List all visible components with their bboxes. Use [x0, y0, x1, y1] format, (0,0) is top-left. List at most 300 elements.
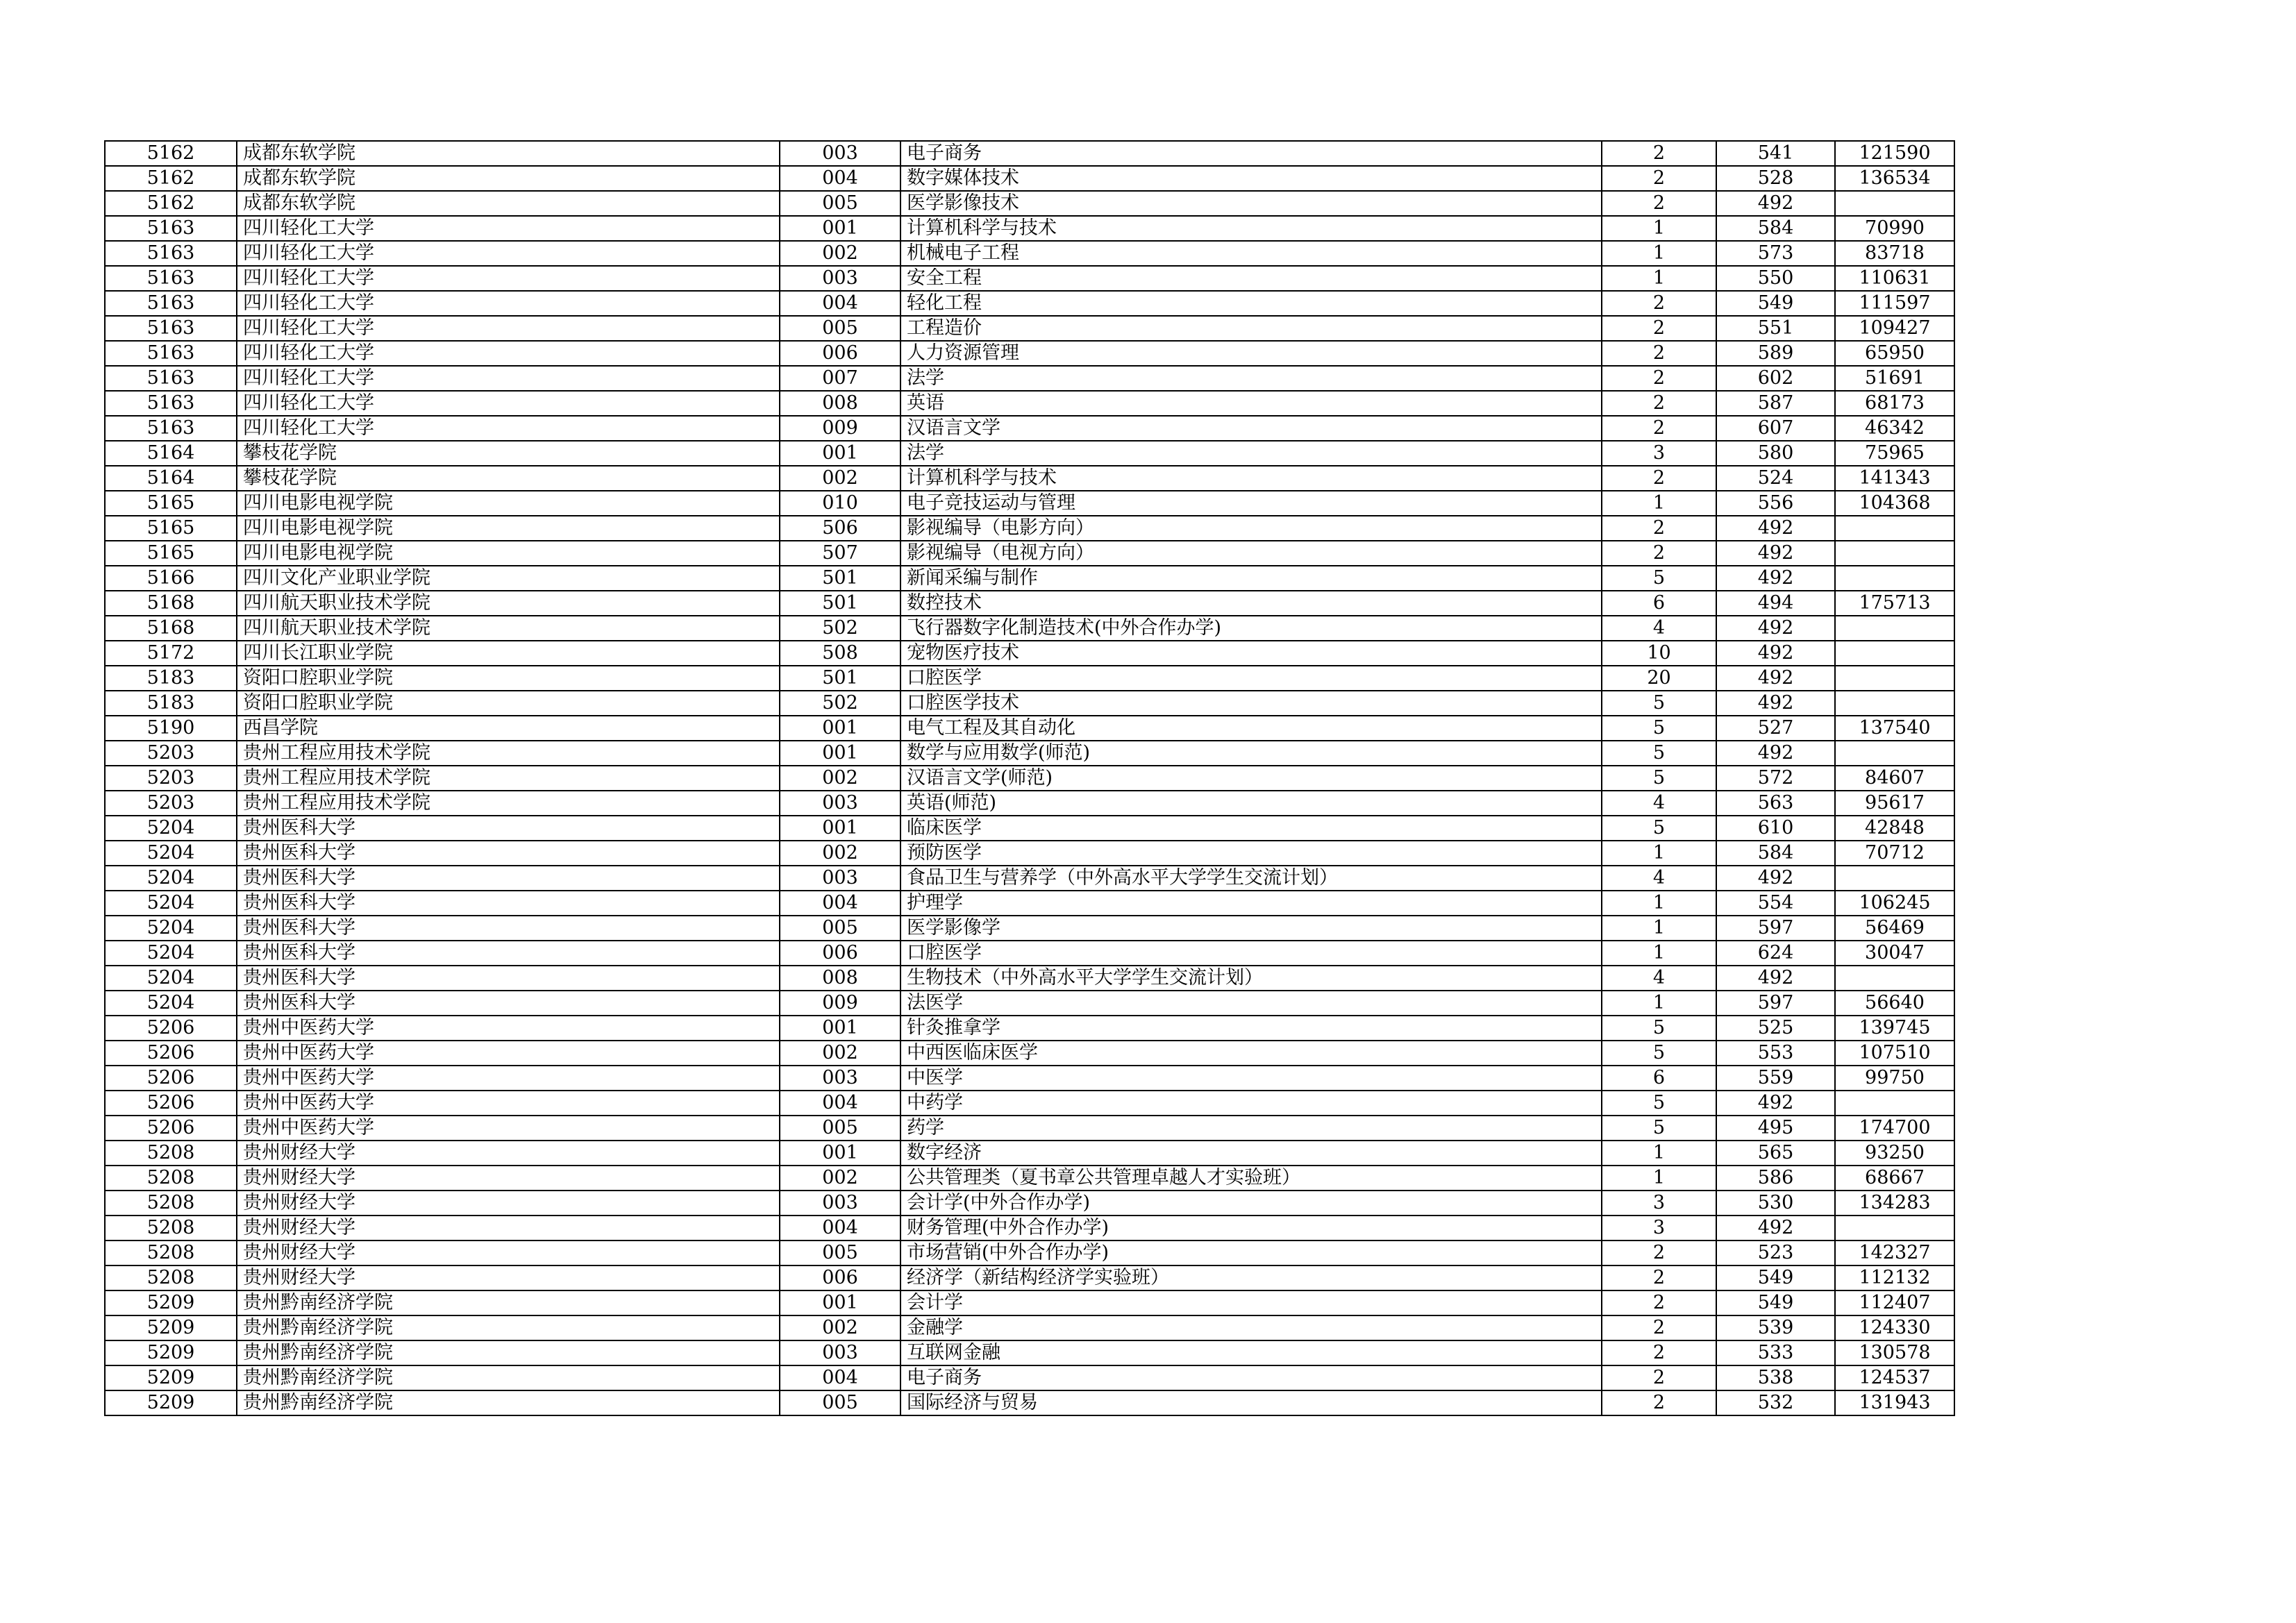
table-row — [105, 1116, 1954, 1141]
min-rank-cell — [1835, 1091, 1954, 1116]
major-name-cell: 公共管理类（夏书章公共管理卓越人才实验班） — [900, 1166, 1602, 1191]
table-row — [105, 891, 1954, 916]
major-code-cell: 009 — [780, 991, 900, 1016]
table-row — [105, 691, 1954, 716]
school-name-cell: 贵州中医药大学 — [237, 1016, 780, 1041]
plan-count-cell: 2 — [1602, 1365, 1716, 1390]
school-code-cell: 5163 — [105, 291, 237, 316]
school-code-cell: 5208 — [105, 1216, 237, 1241]
major-code-cell: 005 — [780, 1116, 900, 1141]
plan-count-cell: 2 — [1602, 316, 1716, 341]
major-code-cell: 004 — [780, 1091, 900, 1116]
major-code-cell: 004 — [780, 166, 900, 191]
school-name-cell: 贵州工程应用技术学院 — [237, 741, 780, 766]
table-row — [105, 566, 1954, 591]
table-row — [105, 741, 1954, 766]
school-name-cell: 四川轻化工大学 — [237, 316, 780, 341]
min-score-cell: 494 — [1716, 591, 1835, 616]
major-code-cell: 003 — [780, 1340, 900, 1365]
school-code-cell: 5163 — [105, 341, 237, 366]
min-rank-cell: 46342 — [1835, 416, 1954, 441]
min-score-cell: 572 — [1716, 766, 1835, 791]
min-score-cell: 492 — [1716, 691, 1835, 716]
table-row — [105, 841, 1954, 866]
school-code-cell: 5204 — [105, 841, 237, 866]
table-row — [105, 791, 1954, 816]
major-name-cell: 安全工程 — [900, 266, 1602, 291]
plan-count-cell: 4 — [1602, 866, 1716, 891]
major-code-cell: 002 — [780, 1166, 900, 1191]
school-code-cell: 5209 — [105, 1340, 237, 1365]
major-name-cell: 新闻采编与制作 — [900, 566, 1602, 591]
major-code-cell: 002 — [780, 241, 900, 266]
major-code-cell: 004 — [780, 891, 900, 916]
school-name-cell: 贵州医科大学 — [237, 916, 780, 941]
major-code-cell: 502 — [780, 616, 900, 641]
min-rank-cell: 75965 — [1835, 441, 1954, 466]
school-name-cell: 成都东软学院 — [237, 141, 780, 166]
school-name-cell: 资阳口腔职业学院 — [237, 666, 780, 691]
min-rank-cell — [1835, 616, 1954, 641]
major-code-cell: 002 — [780, 466, 900, 491]
school-name-cell: 贵州医科大学 — [237, 816, 780, 841]
min-score-cell: 492 — [1716, 566, 1835, 591]
major-name-cell: 影视编导（电影方向） — [900, 516, 1602, 541]
school-code-cell: 5208 — [105, 1166, 237, 1191]
school-name-cell: 资阳口腔职业学院 — [237, 691, 780, 716]
school-code-cell: 5206 — [105, 1066, 237, 1091]
min-rank-cell: 142327 — [1835, 1241, 1954, 1265]
table-row — [105, 1191, 1954, 1216]
min-rank-cell: 68173 — [1835, 391, 1954, 416]
school-name-cell: 贵州黔南经济学院 — [237, 1365, 780, 1390]
min-score-cell: 523 — [1716, 1241, 1835, 1265]
major-code-cell: 003 — [780, 1191, 900, 1216]
school-code-cell: 5204 — [105, 866, 237, 891]
school-code-cell: 5168 — [105, 616, 237, 641]
plan-count-cell: 1 — [1602, 1141, 1716, 1166]
table-row — [105, 1241, 1954, 1265]
plan-count-cell: 4 — [1602, 616, 1716, 641]
school-code-cell: 5208 — [105, 1141, 237, 1166]
min-rank-cell: 56640 — [1835, 991, 1954, 1016]
plan-count-cell: 2 — [1602, 291, 1716, 316]
min-score-cell: 538 — [1716, 1365, 1835, 1390]
min-score-cell: 554 — [1716, 891, 1835, 916]
min-rank-cell: 30047 — [1835, 941, 1954, 966]
min-rank-cell: 141343 — [1835, 466, 1954, 491]
min-rank-cell: 136534 — [1835, 166, 1954, 191]
school-name-cell: 四川长江职业学院 — [237, 641, 780, 666]
min-rank-cell: 107510 — [1835, 1041, 1954, 1066]
min-score-cell: 492 — [1716, 516, 1835, 541]
major-name-cell: 财务管理(中外合作办学) — [900, 1216, 1602, 1241]
table-row — [105, 1041, 1954, 1066]
major-code-cell: 002 — [780, 1041, 900, 1066]
table-row — [105, 166, 1954, 191]
min-rank-cell — [1835, 541, 1954, 566]
major-name-cell: 国际经济与贸易 — [900, 1390, 1602, 1415]
school-name-cell: 四川轻化工大学 — [237, 366, 780, 391]
table-row — [105, 666, 1954, 691]
school-name-cell: 成都东软学院 — [237, 166, 780, 191]
major-name-cell: 法学 — [900, 441, 1602, 466]
school-name-cell: 贵州财经大学 — [237, 1216, 780, 1241]
min-score-cell: 553 — [1716, 1041, 1835, 1066]
school-name-cell: 贵州黔南经济学院 — [237, 1290, 780, 1315]
school-code-cell: 5162 — [105, 166, 237, 191]
table-row — [105, 366, 1954, 391]
school-code-cell: 5203 — [105, 766, 237, 791]
table-row — [105, 1265, 1954, 1290]
school-name-cell: 四川轻化工大学 — [237, 341, 780, 366]
major-code-cell: 502 — [780, 691, 900, 716]
plan-count-cell: 5 — [1602, 741, 1716, 766]
plan-count-cell: 2 — [1602, 1241, 1716, 1265]
min-score-cell: 525 — [1716, 1016, 1835, 1041]
min-score-cell: 530 — [1716, 1191, 1835, 1216]
table-row — [105, 1166, 1954, 1191]
major-name-cell: 金融学 — [900, 1315, 1602, 1340]
plan-count-cell: 5 — [1602, 816, 1716, 841]
min-score-cell: 527 — [1716, 716, 1835, 741]
school-name-cell: 贵州医科大学 — [237, 966, 780, 991]
min-rank-cell: 174700 — [1835, 1116, 1954, 1141]
school-code-cell: 5163 — [105, 266, 237, 291]
min-score-cell: 559 — [1716, 1066, 1835, 1091]
table-row — [105, 1141, 1954, 1166]
plan-count-cell: 3 — [1602, 441, 1716, 466]
min-score-cell: 573 — [1716, 241, 1835, 266]
major-code-cell: 005 — [780, 916, 900, 941]
plan-count-cell: 5 — [1602, 1016, 1716, 1041]
min-score-cell: 492 — [1716, 191, 1835, 216]
min-rank-cell: 104368 — [1835, 491, 1954, 516]
school-code-cell: 5165 — [105, 541, 237, 566]
school-code-cell: 5208 — [105, 1191, 237, 1216]
major-code-cell: 005 — [780, 1390, 900, 1415]
min-rank-cell — [1835, 1216, 1954, 1241]
school-name-cell: 四川电影电视学院 — [237, 491, 780, 516]
min-score-cell: 492 — [1716, 641, 1835, 666]
min-rank-cell — [1835, 691, 1954, 716]
major-name-cell: 汉语言文学(师范) — [900, 766, 1602, 791]
plan-count-cell: 1 — [1602, 491, 1716, 516]
school-code-cell: 5162 — [105, 141, 237, 166]
table-row — [105, 916, 1954, 941]
major-code-cell: 501 — [780, 566, 900, 591]
major-name-cell: 汉语言文学 — [900, 416, 1602, 441]
min-rank-cell: 121590 — [1835, 141, 1954, 166]
school-code-cell: 5204 — [105, 916, 237, 941]
min-score-cell: 541 — [1716, 141, 1835, 166]
major-code-cell: 009 — [780, 416, 900, 441]
plan-count-cell: 2 — [1602, 141, 1716, 166]
table-row — [105, 141, 1954, 166]
school-code-cell: 5204 — [105, 941, 237, 966]
min-rank-cell: 84607 — [1835, 766, 1954, 791]
major-code-cell: 001 — [780, 216, 900, 241]
min-score-cell: 539 — [1716, 1315, 1835, 1340]
plan-count-cell: 2 — [1602, 1390, 1716, 1415]
min-score-cell: 492 — [1716, 1216, 1835, 1241]
major-name-cell: 口腔医学技术 — [900, 691, 1602, 716]
major-code-cell: 003 — [780, 791, 900, 816]
school-name-cell: 四川电影电视学院 — [237, 516, 780, 541]
min-rank-cell — [1835, 966, 1954, 991]
table-row — [105, 591, 1954, 616]
min-score-cell: 549 — [1716, 1290, 1835, 1315]
major-code-cell: 003 — [780, 1066, 900, 1091]
major-name-cell: 生物技术（中外高水平大学学生交流计划） — [900, 966, 1602, 991]
major-name-cell: 电子商务 — [900, 1365, 1602, 1390]
major-name-cell: 飞行器数字化制造技术(中外合作办学) — [900, 616, 1602, 641]
min-score-cell: 597 — [1716, 991, 1835, 1016]
school-name-cell: 四川轻化工大学 — [237, 241, 780, 266]
major-code-cell: 010 — [780, 491, 900, 516]
school-name-cell: 四川轻化工大学 — [237, 266, 780, 291]
major-name-cell: 互联网金融 — [900, 1340, 1602, 1365]
school-code-cell: 5204 — [105, 891, 237, 916]
min-rank-cell: 68667 — [1835, 1166, 1954, 1191]
school-code-cell: 5164 — [105, 466, 237, 491]
min-score-cell: 602 — [1716, 366, 1835, 391]
school-name-cell: 贵州中医药大学 — [237, 1091, 780, 1116]
school-name-cell: 四川轻化工大学 — [237, 291, 780, 316]
major-name-cell: 数学与应用数学(师范) — [900, 741, 1602, 766]
school-code-cell: 5206 — [105, 1041, 237, 1066]
table-row — [105, 1216, 1954, 1241]
major-name-cell: 会计学 — [900, 1290, 1602, 1315]
min-score-cell: 492 — [1716, 1091, 1835, 1116]
min-score-cell: 492 — [1716, 541, 1835, 566]
plan-count-cell: 1 — [1602, 941, 1716, 966]
plan-count-cell: 6 — [1602, 1066, 1716, 1091]
school-code-cell: 5163 — [105, 241, 237, 266]
min-score-cell: 528 — [1716, 166, 1835, 191]
min-score-cell: 607 — [1716, 416, 1835, 441]
min-rank-cell: 111597 — [1835, 291, 1954, 316]
major-code-cell: 003 — [780, 866, 900, 891]
min-rank-cell: 112132 — [1835, 1265, 1954, 1290]
major-code-cell: 005 — [780, 1241, 900, 1265]
min-rank-cell — [1835, 666, 1954, 691]
table-row — [105, 441, 1954, 466]
table-row — [105, 966, 1954, 991]
school-code-cell: 5204 — [105, 991, 237, 1016]
major-name-cell: 数字媒体技术 — [900, 166, 1602, 191]
plan-count-cell: 2 — [1602, 366, 1716, 391]
table-row — [105, 391, 1954, 416]
plan-count-cell: 2 — [1602, 341, 1716, 366]
min-score-cell: 563 — [1716, 791, 1835, 816]
table-row — [105, 191, 1954, 216]
plan-count-cell: 5 — [1602, 1116, 1716, 1141]
plan-count-cell: 10 — [1602, 641, 1716, 666]
table-row — [105, 241, 1954, 266]
min-rank-cell: 70990 — [1835, 216, 1954, 241]
major-code-cell: 002 — [780, 766, 900, 791]
major-code-cell: 003 — [780, 141, 900, 166]
min-score-cell: 492 — [1716, 966, 1835, 991]
school-name-cell: 西昌学院 — [237, 716, 780, 741]
min-rank-cell: 95617 — [1835, 791, 1954, 816]
min-rank-cell: 106245 — [1835, 891, 1954, 916]
major-code-cell: 003 — [780, 266, 900, 291]
major-code-cell: 004 — [780, 1365, 900, 1390]
major-name-cell: 食品卫生与营养学（中外高水平大学学生交流计划） — [900, 866, 1602, 891]
major-code-cell: 001 — [780, 716, 900, 741]
major-code-cell: 004 — [780, 1216, 900, 1241]
school-code-cell: 5163 — [105, 216, 237, 241]
major-code-cell: 001 — [780, 816, 900, 841]
plan-count-cell: 1 — [1602, 891, 1716, 916]
major-name-cell: 预防医学 — [900, 841, 1602, 866]
major-code-cell: 001 — [780, 1141, 900, 1166]
min-score-cell: 584 — [1716, 216, 1835, 241]
major-name-cell: 中医学 — [900, 1066, 1602, 1091]
plan-count-cell: 4 — [1602, 791, 1716, 816]
school-name-cell: 贵州财经大学 — [237, 1141, 780, 1166]
major-name-cell: 中药学 — [900, 1091, 1602, 1116]
major-name-cell: 电气工程及其自动化 — [900, 716, 1602, 741]
min-rank-cell — [1835, 566, 1954, 591]
school-code-cell: 5206 — [105, 1116, 237, 1141]
major-code-cell: 506 — [780, 516, 900, 541]
table-row — [105, 1091, 1954, 1116]
plan-count-cell: 1 — [1602, 216, 1716, 241]
min-score-cell: 551 — [1716, 316, 1835, 341]
school-name-cell: 贵州工程应用技术学院 — [237, 766, 780, 791]
table-row — [105, 216, 1954, 241]
school-name-cell: 贵州黔南经济学院 — [237, 1315, 780, 1340]
major-code-cell: 007 — [780, 366, 900, 391]
table-row — [105, 266, 1954, 291]
min-score-cell: 610 — [1716, 816, 1835, 841]
major-code-cell: 006 — [780, 941, 900, 966]
table-row — [105, 866, 1954, 891]
min-rank-cell: 109427 — [1835, 316, 1954, 341]
plan-count-cell: 1 — [1602, 991, 1716, 1016]
school-name-cell: 四川轻化工大学 — [237, 416, 780, 441]
min-rank-cell: 70712 — [1835, 841, 1954, 866]
major-name-cell: 英语 — [900, 391, 1602, 416]
min-rank-cell: 65950 — [1835, 341, 1954, 366]
plan-count-cell: 2 — [1602, 391, 1716, 416]
school-name-cell: 贵州医科大学 — [237, 941, 780, 966]
major-code-cell: 501 — [780, 666, 900, 691]
min-rank-cell: 131943 — [1835, 1390, 1954, 1415]
school-name-cell: 贵州财经大学 — [237, 1166, 780, 1191]
min-score-cell: 587 — [1716, 391, 1835, 416]
min-rank-cell: 110631 — [1835, 266, 1954, 291]
major-name-cell: 英语(师范) — [900, 791, 1602, 816]
min-score-cell: 624 — [1716, 941, 1835, 966]
table-row — [105, 641, 1954, 666]
school-code-cell: 5162 — [105, 191, 237, 216]
min-score-cell: 492 — [1716, 866, 1835, 891]
major-name-cell: 口腔医学 — [900, 666, 1602, 691]
school-code-cell: 5203 — [105, 791, 237, 816]
plan-count-cell: 5 — [1602, 766, 1716, 791]
school-code-cell: 5164 — [105, 441, 237, 466]
major-name-cell: 数字经济 — [900, 1141, 1602, 1166]
school-name-cell: 贵州医科大学 — [237, 991, 780, 1016]
min-rank-cell: 42848 — [1835, 816, 1954, 841]
plan-count-cell: 1 — [1602, 241, 1716, 266]
plan-count-cell: 1 — [1602, 841, 1716, 866]
plan-count-cell: 1 — [1602, 1166, 1716, 1191]
min-rank-cell: 56469 — [1835, 916, 1954, 941]
plan-count-cell: 3 — [1602, 1191, 1716, 1216]
table-row — [105, 541, 1954, 566]
school-code-cell: 5168 — [105, 591, 237, 616]
school-name-cell: 四川文化产业职业学院 — [237, 566, 780, 591]
school-code-cell: 5183 — [105, 691, 237, 716]
major-name-cell: 人力资源管理 — [900, 341, 1602, 366]
table-row — [105, 1290, 1954, 1315]
plan-count-cell: 1 — [1602, 916, 1716, 941]
school-name-cell: 四川航天职业技术学院 — [237, 616, 780, 641]
school-code-cell: 5165 — [105, 516, 237, 541]
plan-count-cell: 2 — [1602, 516, 1716, 541]
min-rank-cell: 51691 — [1835, 366, 1954, 391]
min-score-cell: 586 — [1716, 1166, 1835, 1191]
major-name-cell: 药学 — [900, 1116, 1602, 1141]
min-score-cell: 532 — [1716, 1390, 1835, 1415]
major-code-cell: 508 — [780, 641, 900, 666]
school-name-cell: 贵州医科大学 — [237, 866, 780, 891]
major-code-cell: 006 — [780, 1265, 900, 1290]
plan-count-cell: 5 — [1602, 716, 1716, 741]
min-rank-cell: 130578 — [1835, 1340, 1954, 1365]
major-name-cell: 电子商务 — [900, 141, 1602, 166]
plan-count-cell: 2 — [1602, 1315, 1716, 1340]
plan-count-cell: 2 — [1602, 1265, 1716, 1290]
table-row — [105, 516, 1954, 541]
min-score-cell: 580 — [1716, 441, 1835, 466]
school-code-cell: 5190 — [105, 716, 237, 741]
school-code-cell: 5172 — [105, 641, 237, 666]
plan-count-cell: 2 — [1602, 166, 1716, 191]
school-name-cell: 贵州工程应用技术学院 — [237, 791, 780, 816]
table-row — [105, 1365, 1954, 1390]
admission-score-table — [104, 140, 1955, 1416]
min-score-cell: 549 — [1716, 1265, 1835, 1290]
major-code-cell: 001 — [780, 741, 900, 766]
min-score-cell: 492 — [1716, 666, 1835, 691]
school-code-cell: 5166 — [105, 566, 237, 591]
table-row — [105, 616, 1954, 641]
table-row — [105, 991, 1954, 1016]
major-code-cell: 002 — [780, 1315, 900, 1340]
major-code-cell: 008 — [780, 966, 900, 991]
table-row — [105, 291, 1954, 316]
school-name-cell: 贵州财经大学 — [237, 1241, 780, 1265]
major-name-cell: 法学 — [900, 366, 1602, 391]
major-name-cell: 轻化工程 — [900, 291, 1602, 316]
table-row — [105, 416, 1954, 441]
school-name-cell: 攀枝花学院 — [237, 466, 780, 491]
major-code-cell: 008 — [780, 391, 900, 416]
school-name-cell: 贵州黔南经济学院 — [237, 1340, 780, 1365]
school-name-cell: 贵州黔南经济学院 — [237, 1390, 780, 1415]
plan-count-cell: 2 — [1602, 541, 1716, 566]
school-name-cell: 贵州中医药大学 — [237, 1041, 780, 1066]
school-code-cell: 5208 — [105, 1265, 237, 1290]
table-row — [105, 941, 1954, 966]
min-rank-cell: 139745 — [1835, 1016, 1954, 1041]
